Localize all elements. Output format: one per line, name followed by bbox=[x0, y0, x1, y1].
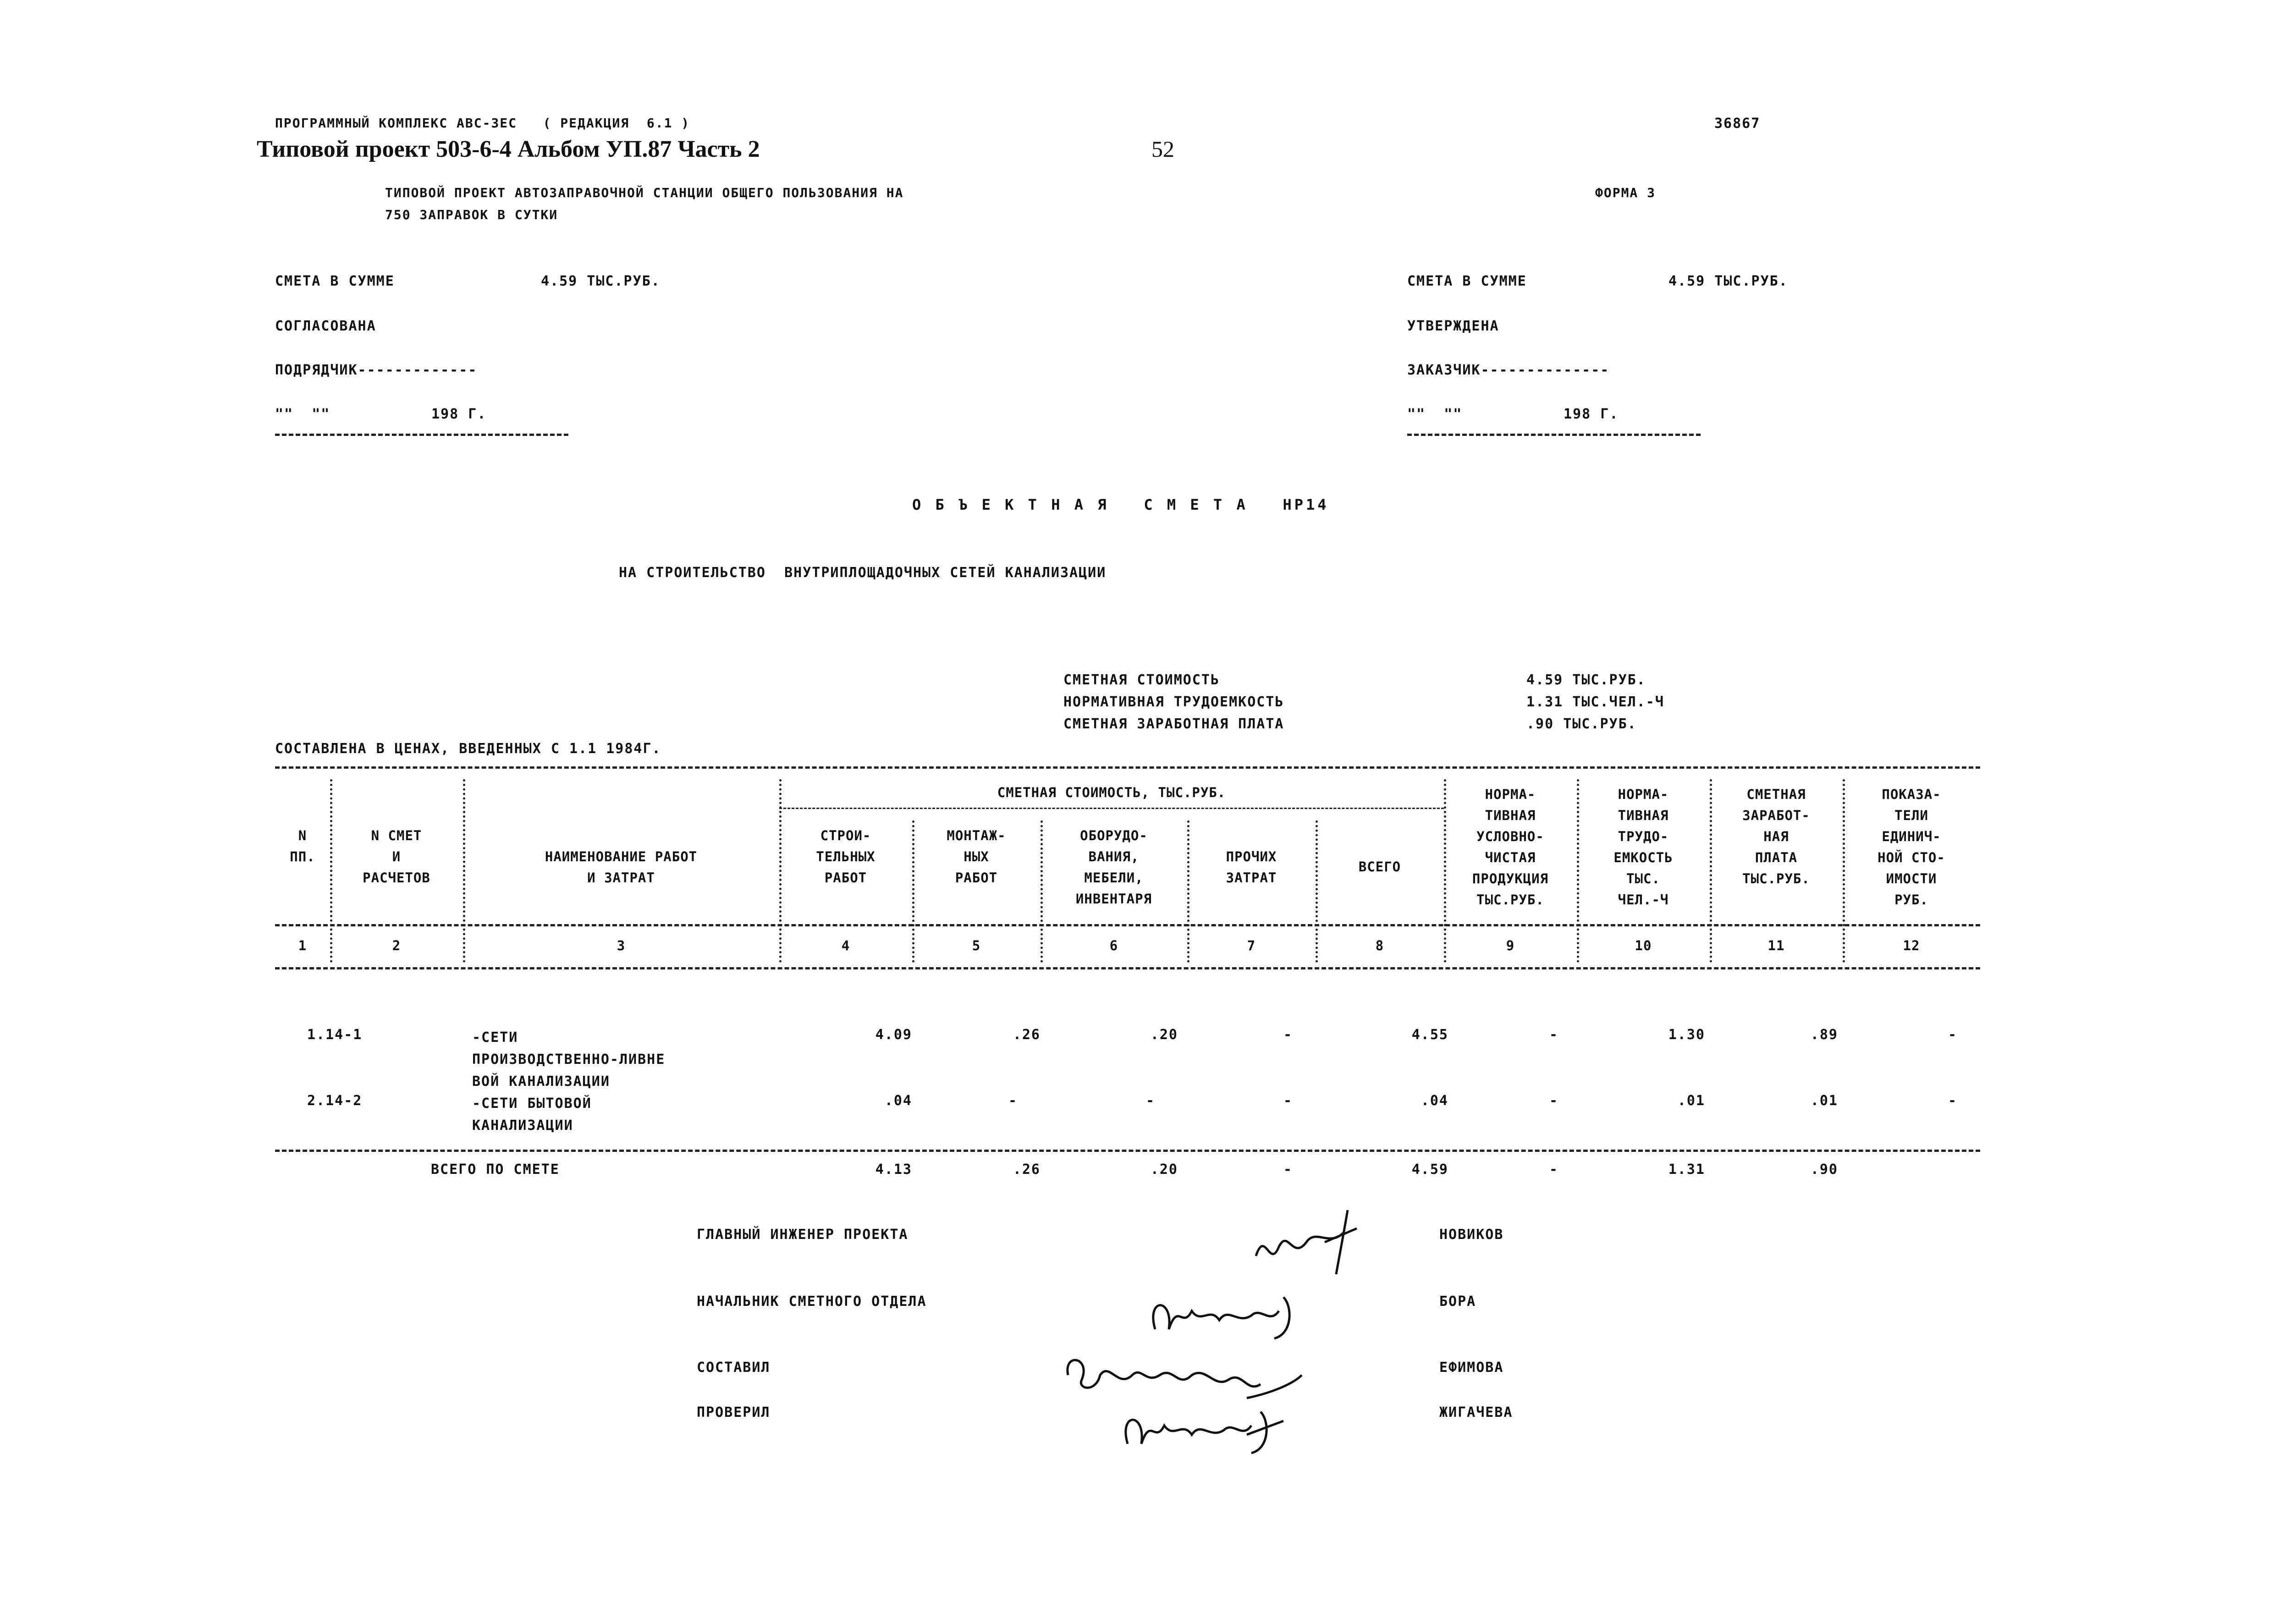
signature-role: ПРОВЕРИЛ bbox=[697, 1404, 771, 1420]
row-cell-8: .04 bbox=[1421, 1093, 1448, 1109]
left-sum-label: СМЕТА В СУММЕ bbox=[275, 273, 395, 289]
right-party-label: ЗАКАЗЧИК-------------- bbox=[1407, 362, 1610, 378]
project-line: Типовой проект 503-6-4 Альбом УП.87 Часть 2 bbox=[257, 136, 760, 162]
project-title-line-2: 750 ЗАПРАВОК В СУТКИ bbox=[385, 207, 558, 222]
col-header-5: МОНТАЖ- НЫХ РАБОТ bbox=[947, 828, 1006, 886]
total-cell-5: .26 bbox=[1013, 1162, 1041, 1178]
col-header-8: ВСЕГО bbox=[1358, 859, 1401, 875]
row-cell-5: - bbox=[1008, 1093, 1018, 1109]
handwritten-signature-4 bbox=[1109, 1393, 1311, 1458]
row-cell-6: .20 bbox=[1150, 1027, 1178, 1043]
signature-role: ГЛАВНЫЙ ИНЖЕНЕР ПРОЕКТА bbox=[697, 1227, 908, 1243]
signature-person: ЖИГАЧЕВА bbox=[1439, 1404, 1513, 1420]
total-label: ВСЕГО ПО СМЕТЕ bbox=[431, 1162, 560, 1178]
total-cell-7: - bbox=[1283, 1162, 1293, 1178]
header-bottom-rule bbox=[275, 924, 1980, 926]
signature-role: НАЧАЛЬНИК СМЕТНОГО ОТДЕЛА bbox=[697, 1294, 927, 1310]
row-cell-7: - bbox=[1283, 1027, 1293, 1043]
col-number-5: 5 bbox=[972, 938, 981, 953]
col-header-4: СТРОИ- ТЕЛЬНЫХ РАБОТ bbox=[816, 828, 875, 886]
summary-wage-value: .90 ТЫС.РУБ. bbox=[1526, 716, 1637, 732]
col-header-10: НОРМА- ТИВНАЯ ТРУДО- ЕМКОСТЬ ТЫС. ЧЕЛ.-Ч bbox=[1613, 787, 1673, 908]
handwritten-signature-2 bbox=[1137, 1279, 1329, 1348]
table-top-rule bbox=[275, 766, 1980, 769]
col-number-3: 3 bbox=[617, 938, 626, 953]
left-party-label: ПОДРЯДЧИК------------- bbox=[275, 362, 478, 378]
col-header-3: НАИМЕНОВАНИЕ РАБОТ И ЗАТРАТ bbox=[545, 849, 698, 886]
handwritten-signature-1 bbox=[1238, 1201, 1375, 1279]
right-date-line: "" "" 198 Г. bbox=[1407, 406, 1619, 422]
col-header-7: ПРОЧИХ ЗАТРАТ bbox=[1226, 849, 1277, 886]
row-cell-7: - bbox=[1283, 1093, 1293, 1109]
total-cell-8: 4.59 bbox=[1411, 1162, 1448, 1178]
signature-person: БОРА bbox=[1439, 1294, 1476, 1310]
group-header-rule bbox=[779, 808, 1444, 809]
row-cell-12: - bbox=[1948, 1093, 1957, 1109]
col-header-6: ОБОРУДО- ВАНИЯ, МЕБЕЛИ, ИНВЕНТАРЯ bbox=[1075, 828, 1152, 907]
summary-cost-label: СМЕТНАЯ СТОИМОСТЬ bbox=[1063, 672, 1220, 688]
row-cell-4: 4.09 bbox=[875, 1027, 912, 1043]
col-number-4: 4 bbox=[841, 938, 850, 953]
col-header-11: СМЕТНАЯ ЗАРАБОТ- НАЯ ПЛАТА ТЫС.РУБ. bbox=[1742, 787, 1810, 886]
summary-wage-label: СМЕТНАЯ ЗАРАБОТНАЯ ПЛАТА bbox=[1063, 716, 1284, 732]
column-numbers-rule bbox=[275, 967, 1980, 969]
col-number-11: 11 bbox=[1767, 938, 1785, 953]
col-number-12: 12 bbox=[1903, 938, 1920, 953]
row-cell-9: - bbox=[1549, 1027, 1558, 1043]
total-cell-10: 1.31 bbox=[1668, 1162, 1705, 1178]
total-cell-6: .20 bbox=[1150, 1162, 1178, 1178]
page-number: 52 bbox=[1151, 136, 1174, 162]
row-cell-6: - bbox=[1145, 1093, 1155, 1109]
row-cell-9: - bbox=[1549, 1093, 1558, 1109]
col-header-1: N ПП. bbox=[290, 828, 315, 864]
row-cell-11: .89 bbox=[1810, 1027, 1838, 1043]
summary-cost-value: 4.59 ТЫС.РУБ. bbox=[1526, 672, 1646, 688]
right-approved-label: УТВЕРЖДЕНА bbox=[1407, 318, 1499, 334]
right-date-underline bbox=[1407, 434, 1701, 436]
total-cell-11: .90 bbox=[1810, 1162, 1838, 1178]
total-cell-9: - bbox=[1549, 1162, 1558, 1178]
row-cell-10: 1.30 bbox=[1668, 1027, 1705, 1043]
right-sum-label: СМЕТА В СУММЕ bbox=[1407, 273, 1527, 289]
project-title-line-1: ТИПОВОЙ ПРОЕКТ АВТОЗАПРАВОЧНОЙ СТАНЦИИ ОБЩЕГО ПОЛЬЗОВАНИЯ НА bbox=[385, 185, 904, 200]
prices-note: СОСТАВЛЕНА В ЦЕНАХ, ВВЕДЕННЫХ С 1.1 1984Г. bbox=[275, 741, 661, 757]
col-header-9: НОРМА- ТИВНАЯ УСЛОВНО- ЧИСТАЯ ПРОДУКЦИЯ ТЫС.РУБ. bbox=[1472, 787, 1549, 908]
estimate-subtitle: НА СТРОИТЕЛЬСТВО ВНУТРИПЛОЩАДОЧНЫХ СЕТЕЙ КАНАЛИЗАЦИИ bbox=[619, 565, 1107, 581]
left-date-line: "" "" 198 Г. bbox=[275, 406, 487, 422]
total-cell-4: 4.13 bbox=[875, 1162, 912, 1178]
row-code: 1.14-1 bbox=[307, 1027, 363, 1043]
row-cell-8: 4.55 bbox=[1411, 1027, 1448, 1043]
col-number-6: 6 bbox=[1109, 938, 1118, 953]
right-sum-value: 4.59 ТЫС.РУБ. bbox=[1668, 273, 1788, 289]
signature-person: ЕФИМОВА bbox=[1439, 1360, 1504, 1376]
row-name: -СЕТИ ПРОИЗВОДСТВЕННО-ЛИВНЕ ВОЙ КАНАЛИЗАЦИИ bbox=[472, 1029, 666, 1090]
signature-role: СОСТАВИЛ bbox=[697, 1360, 771, 1376]
doc-number: 36867 bbox=[1714, 116, 1761, 132]
col-number-2: 2 bbox=[392, 938, 401, 953]
col-header-2: N СМЕТ И РАСЧЕТОВ bbox=[363, 828, 430, 886]
total-top-rule bbox=[275, 1150, 1980, 1152]
program-line: ПРОГРАММНЫЙ КОМПЛЕКС АВС-3ЕС ( РЕДАКЦИЯ 6.1 ) bbox=[275, 116, 690, 131]
left-approved-label: СОГЛАСОВАНА bbox=[275, 318, 376, 334]
left-sum-value: 4.59 ТЫС.РУБ. bbox=[541, 273, 661, 289]
summary-labor-value: 1.31 ТЫС.ЧЕЛ.-Ч bbox=[1526, 694, 1664, 710]
summary-labor-label: НОРМАТИВНАЯ ТРУДОЕМКОСТЬ bbox=[1063, 694, 1284, 710]
row-cell-12: - bbox=[1948, 1027, 1957, 1043]
signature-person: НОВИКОВ bbox=[1439, 1227, 1504, 1243]
col-number-1: 1 bbox=[298, 938, 307, 953]
row-cell-4: .04 bbox=[884, 1093, 912, 1109]
row-cell-11: .01 bbox=[1810, 1093, 1838, 1109]
col-header-12: ПОКАЗА- ТЕЛИ ЕДИНИЧ- НОЙ СТО- ИМОСТИ РУБ. bbox=[1878, 787, 1945, 908]
row-cell-5: .26 bbox=[1013, 1027, 1041, 1043]
col-number-8: 8 bbox=[1375, 938, 1384, 953]
left-date-underline bbox=[275, 434, 568, 436]
row-name: -СЕТИ БЫТОВОЙ КАНАЛИЗАЦИИ bbox=[472, 1096, 592, 1134]
col-number-7: 7 bbox=[1247, 938, 1256, 953]
estimate-title: О Б Ъ Е К Т Н А Я С М Е Т А НР14 bbox=[912, 496, 1329, 513]
row-code: 2.14-2 bbox=[307, 1093, 363, 1109]
form-label: ФОРМА 3 bbox=[1595, 185, 1656, 200]
col-number-10: 10 bbox=[1635, 938, 1652, 953]
row-cell-10: .01 bbox=[1677, 1093, 1705, 1109]
col-number-9: 9 bbox=[1506, 938, 1515, 953]
group-header: СМЕТНАЯ СТОИМОСТЬ, ТЫС.РУБ. bbox=[997, 785, 1226, 800]
